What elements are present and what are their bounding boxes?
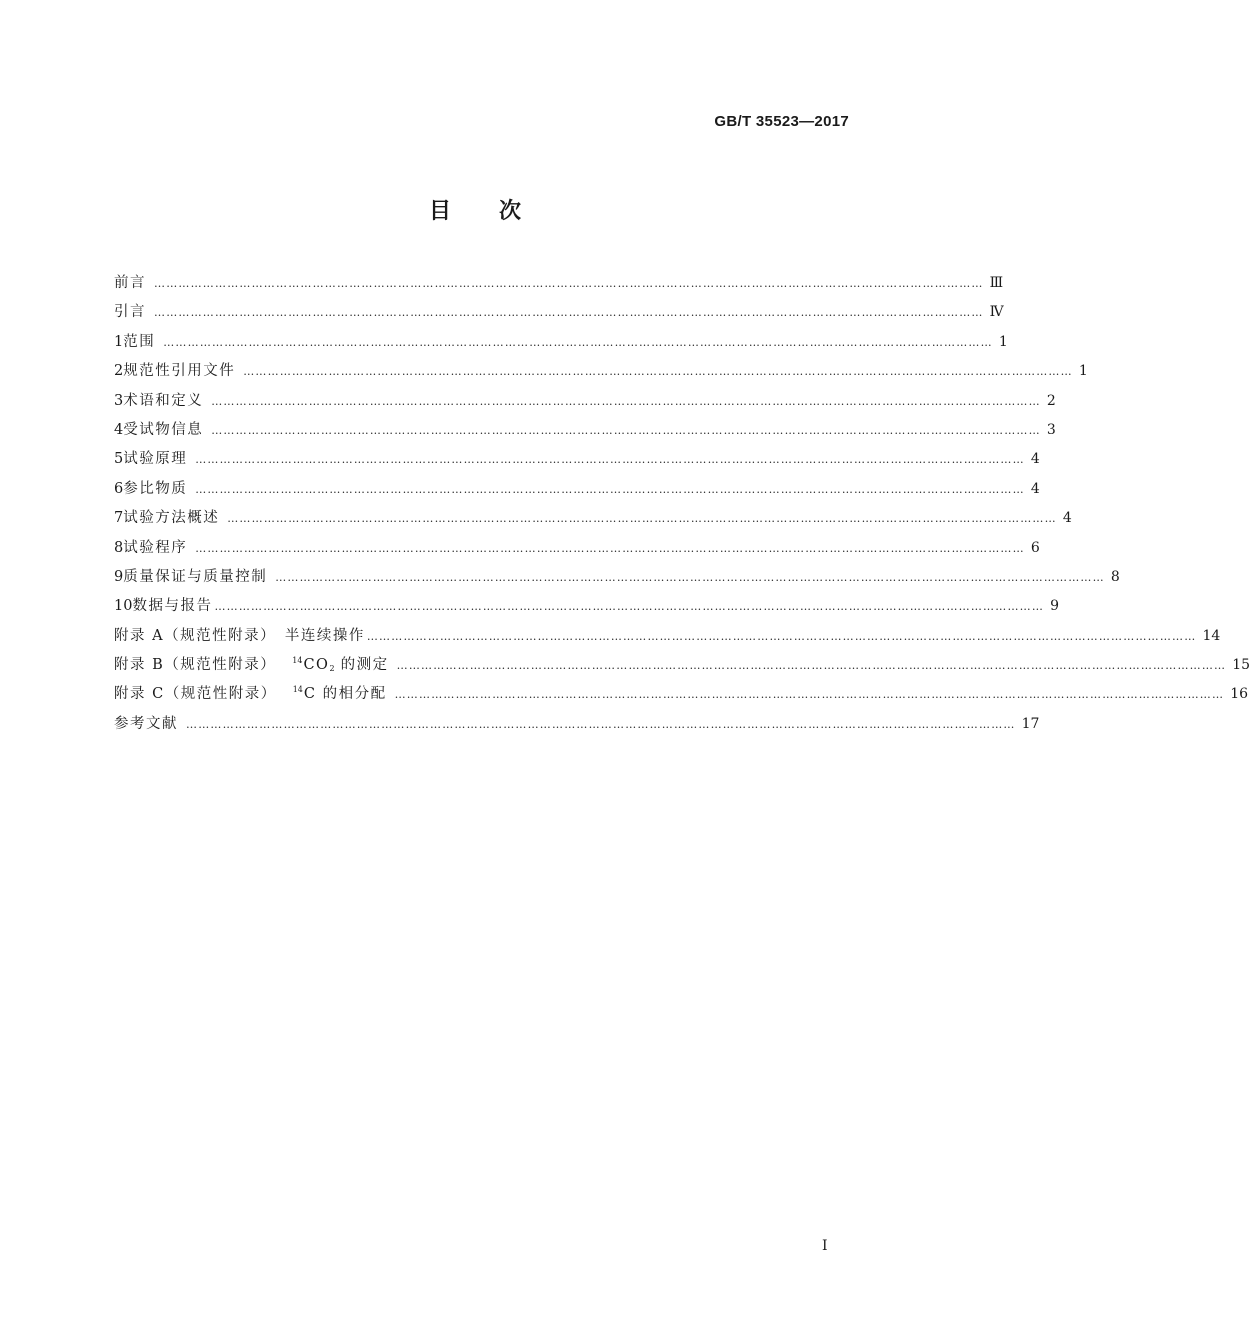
toc-entry-5[interactable] xyxy=(114,447,1040,476)
toc-entry-page: Ⅳ xyxy=(989,304,1004,321)
toc-entry-label: 数据与报告 xyxy=(132,598,213,615)
toc-entry-number: 10 xyxy=(114,598,133,615)
page-number: I xyxy=(822,1238,828,1254)
toc-entry-label: 参考文献 xyxy=(114,715,178,732)
toc-entry-page: 4 xyxy=(1030,451,1040,468)
formula-subscript: 2 xyxy=(329,664,335,674)
toc-entry-number: 7 xyxy=(114,510,124,527)
toc-label-prefix: 附录 C（规范性附录） xyxy=(114,686,277,703)
toc-entry-number: 8 xyxy=(114,539,124,556)
toc-entry-page: 6 xyxy=(1030,539,1040,556)
dot-leader: …………………………………………………………………………………………………………………………………………………………………………………… xyxy=(214,600,1045,614)
table-of-contents xyxy=(114,271,1250,741)
toc-entry-number: 6 xyxy=(114,480,124,497)
dot-leader: …………………………………………………………………………………………………………………………………………………………………………………… xyxy=(211,394,1041,408)
toc-entry-page: 15 xyxy=(1232,657,1250,674)
toc-entry-label: 质量保证与质量控制 xyxy=(123,568,268,585)
toc-label-main: C 的相分配 xyxy=(303,686,387,703)
toc-entry-page: 1 xyxy=(1078,363,1088,380)
toc-entry-label xyxy=(114,653,389,674)
dot-leader: …………………………………………………………………………………………………………………………………………………………………………………… xyxy=(394,688,1225,702)
dot-leader: …………………………………………………………………………………………………………………………………………………………………………………… xyxy=(195,541,1025,555)
toc-entry-page: 17 xyxy=(1021,715,1040,732)
toc-entry-label xyxy=(114,682,387,703)
toc-entry-page: 8 xyxy=(1110,568,1120,585)
toc-entry-annex-c[interactable] xyxy=(114,682,1249,711)
dot-leader: …………………………………………………………………………………………………………………………………………………………………………………… xyxy=(366,629,1197,643)
toc-entry-page: 14 xyxy=(1202,627,1221,644)
toc-entry-label: 引言 xyxy=(114,304,146,321)
dot-leader: …………………………………………………………………………………………………………………………………………………………………………………… xyxy=(163,335,993,349)
toc-entry-page: 9 xyxy=(1050,598,1059,615)
toc-entry-10[interactable] xyxy=(114,594,1059,623)
toc-entry-introduction[interactable] xyxy=(114,300,1004,329)
toc-entry-9[interactable] xyxy=(114,565,1120,594)
dot-leader: …………………………………………………………………………………………………………………………………………………………………………………… xyxy=(275,570,1105,584)
toc-entry-page: 16 xyxy=(1230,686,1249,703)
toc-entry-label: 规范性引用文件 xyxy=(123,363,236,380)
toc-entry-number: 2 xyxy=(114,363,124,380)
toc-entry-page: 2 xyxy=(1046,392,1056,409)
isotope-superscript: 14 xyxy=(292,685,303,695)
isotope-superscript: 14 xyxy=(292,656,303,666)
dot-leader: …………………………………………………………………………………………………………………………………………………………………………………… xyxy=(227,512,1057,526)
toc-entry-8[interactable] xyxy=(114,536,1040,565)
toc-entry-page: Ⅲ xyxy=(989,275,1004,291)
toc-entry-label: 术语和定义 xyxy=(123,392,204,409)
toc-entry-7[interactable] xyxy=(114,506,1072,535)
toc-entry-annex-b[interactable] xyxy=(114,653,1250,682)
toc-entry-page: 1 xyxy=(998,333,1008,350)
toc-entry-3[interactable] xyxy=(114,389,1056,418)
toc-label-prefix: 附录 B（规范性附录） xyxy=(114,657,277,674)
toc-entry-label: 试验方法概述 xyxy=(123,510,220,527)
toc-entry-number: 3 xyxy=(114,392,124,409)
dot-leader: …………………………………………………………………………………………………………………………………………………………………………………… xyxy=(154,306,984,320)
toc-entry-number: 1 xyxy=(114,333,124,350)
title-char-1: 目 xyxy=(428,199,451,224)
standard-code: GB/T 35523—2017 xyxy=(714,113,849,130)
dot-leader: …………………………………………………………………………………………………………………………………………………………………………………… xyxy=(154,277,984,290)
dot-leader: …………………………………………………………………………………………………………………………………………………………………………………… xyxy=(396,659,1227,673)
dot-leader: …………………………………………………………………………………………………………………………………………………………………………………… xyxy=(243,365,1073,379)
toc-entry-1[interactable] xyxy=(114,330,1008,359)
toc-entry-label: 附录 A（规范性附录） 半连续操作 xyxy=(114,627,365,644)
toc-entry-number: 4 xyxy=(114,421,124,438)
dot-leader: …………………………………………………………………………………………………………………………………………………………………………………… xyxy=(195,453,1025,467)
toc-entry-bibliography[interactable] xyxy=(114,712,1040,741)
toc-entry-annex-a[interactable] xyxy=(114,624,1221,653)
toc-label-main: CO xyxy=(303,657,330,674)
toc-entry-page: 3 xyxy=(1046,421,1056,438)
toc-entry-label: 试验程序 xyxy=(123,539,188,556)
dot-leader: …………………………………………………………………………………………………………………………………………………………………………………… xyxy=(186,717,1016,731)
toc-entry-page: 4 xyxy=(1030,480,1040,497)
toc-entry-label: 范围 xyxy=(123,333,156,350)
toc-entry-number: 9 xyxy=(114,568,124,585)
toc-entry-number: 5 xyxy=(114,451,124,468)
toc-entry-6[interactable] xyxy=(114,477,1040,506)
page-title xyxy=(0,194,950,225)
toc-entry-4[interactable] xyxy=(114,418,1056,447)
toc-entry-label: 受试物信息 xyxy=(123,421,204,438)
dot-leader: …………………………………………………………………………………………………………………………………………………………………………………… xyxy=(211,423,1041,437)
toc-entry-2[interactable] xyxy=(114,359,1088,388)
toc-entry-page: 4 xyxy=(1062,510,1072,527)
toc-entry-foreword[interactable] xyxy=(114,271,1004,300)
toc-entry-label: 试验原理 xyxy=(123,451,188,468)
toc-entry-label: 参比物质 xyxy=(123,480,188,497)
dot-leader: …………………………………………………………………………………………………………………………………………………………………………………… xyxy=(195,482,1025,496)
title-char-2: 次 xyxy=(499,199,522,224)
toc-label-suffix: 的测定 xyxy=(334,657,389,674)
toc-entry-label: 前言 xyxy=(114,275,146,291)
